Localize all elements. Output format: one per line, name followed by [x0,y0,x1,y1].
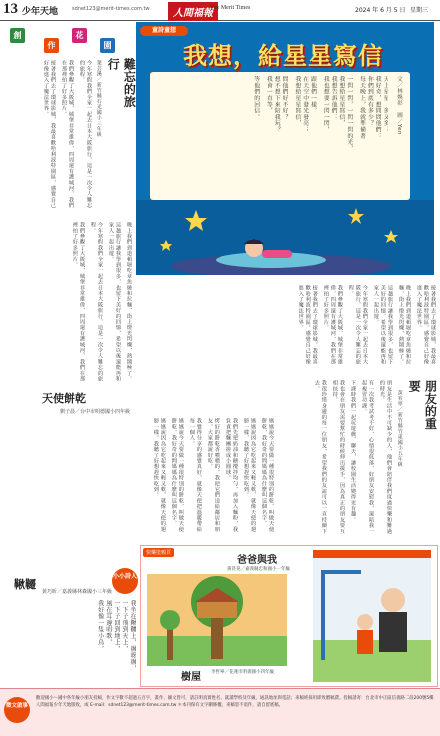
poem-line: 一下子飛到天上， [120,600,128,652]
poem-line: 問他們好不好？ [281,76,288,121]
poem-line: 我好像一隻小鳥。 [96,600,104,652]
page-header [0,0,440,21]
story-body-travel-upper [10,60,92,210]
issue-weekday: 星期三 [410,7,429,14]
paragraph: 我也會在朋友需要幫忙的時候伸出援手，因為真正的朋友要互相扶持。 [331,380,345,534]
poem-line: 想不想下來陪我玩？ [273,76,280,133]
painting-author-dad-and-me: 黃甚晃／嘉義縣忠和國小一年級 [227,567,290,572]
poster-title: 我想，給星星寫信 [183,42,383,70]
poem-line: 一閃一閃，一閃一閃的光， [345,76,352,152]
story-author-travel: 葉芸溪／新竹縣石光國小三年級 [95,60,102,137]
banner-char-4: 園 [100,38,115,53]
dad-and-me-painting [313,550,431,682]
poem-line: 天上星星，多又多； [382,76,388,133]
paragraph: 晚上我們到道頓堀吃章魚燒和拉麵，街上燈光閃爍，熱鬧極了。 [126,222,132,382]
poem-title-swing: 鞦韆 [14,578,36,591]
banner-char-1: 創 [10,28,25,43]
submission-text: 歡迎國小～國中各年級小朋友投稿，作文字數不超過五百字，畫作、圖文皆可，請註明真實姓名、就讀學校及年級、通訊地址與電話；來稿經採用即致贈稿費。投稿請寄：台北市中正區信義路二段200號5樓 人間福報少年天地版收，或 E-mail：sdnet123@merit-times.com.tw ＊本刊保有文字刪修權，來稿恕不退件，請自留底稿。 [36,696,434,708]
poster-illustration [136,200,434,275]
paragraph: 下課時我們一起玩遊戲、聊天，讓校園生活變得更有趣。 [349,380,356,523]
poem-line: 你們到底有多少？ [366,76,373,127]
paragraph: 這趟旅行讓我學到很多，也留下美好的回憶，希望以後還能再和家人一起出遊。 [107,222,121,382]
poem-line: 風在耳邊唱歌， [104,600,112,646]
paragraph: 媽媽說今天要做一種很特別的餅乾，叫做天使餅乾，我好奇的問媽媽為什麼叫這個名字。 [170,418,184,532]
story-title-travel: 難忘的旅行 [106,58,137,108]
poster-badge: 童詩童想 [140,26,188,36]
drawing-badge: 快樂塗鴉頁 [143,548,174,557]
site-url[interactable]: sdnet123@merit-times.com.tw [72,6,150,12]
paragraph: 媽媽說因為它吃起來又輕又軟，就像天使的翅膀一樣，我聽了好想趕快吃到。 [152,418,166,532]
paragraph: 我很珍惜身邊的每一位朋友，希望我們的友誼可以一直持續下去。 [313,380,327,534]
poem-line: 跟他們一樣， [309,76,316,114]
paragraph: 接著我們去了環球影城，我最喜歡哈利波特園區，感覺自己好像進入了魔法世界。 [415,285,436,365]
painting-title-treehouse: 樹屋 [181,672,201,683]
story-body-friends [280,380,392,535]
paragraph: 我們先把奶油和糖攪拌均勻，再加入麵粉，我負責把麵團搓成小圓球。 [224,418,238,532]
paragraph: 媽媽說因為它吃起來又輕又軟，就像天使的翅膀一樣，我聽了好想趕快吃到。 [242,418,256,532]
submission-badge: 徵文啟事 [4,697,30,723]
paragraph: 今年寒假我們全家一起去日本大阪旅行，這是一次令人難忘的旅程。 [347,285,368,365]
poem-line: 我想給星星寫信， [337,76,344,127]
story-author-friends: 黃宥寧／新竹縣竹東國小五年級 [396,390,403,467]
poem-poster [136,22,434,275]
newspaper-logo-english: The Merit Times [210,5,251,11]
little-poet-badge: 小小詩人 [112,568,138,594]
paragraph: 這趟旅行讓我學到很多，也留下美好的回憶，希望以後還能再和家人一起出遊。 [372,285,393,365]
painting-author-treehouse: 李哲寧／花蓮市明義國小四年級 [211,670,274,675]
poem-author-swing: 黃巧昕／嘉義縣林森國小三年級 [42,589,113,595]
issue-date: 2024 年 6 月 5 日 [355,7,406,14]
painting-title-dad-and-me: 爸爸與我 [237,555,277,566]
poem-line: 在天空中發光發亮； [301,76,308,133]
paragraph: 我們參觀了大阪城，城堡非常雄偉，四周還有護城河，我們在那裡拍了好多照片。 [60,60,74,209]
paragraph: 媽媽說今天要做一種很特別的餅乾，叫做天使餅乾，我好奇的問媽媽為什麼叫這個名字。 [260,418,274,532]
poem-line: 一下子回到地上， [112,600,120,652]
banner-char-3: 花 [72,28,87,43]
treehouse-painting [147,574,287,666]
section-title: 少年天地 [22,7,59,17]
story-title-angel-cookies: 天使餅乾 [42,392,86,405]
paragraph: 有一次我考試考不好，心情很低落，好朋友安慰我，還陪我一起複習功課。 [360,380,374,534]
story-author-angel-cookies: 劉子晨／台中市明德國小四年級 [60,409,131,415]
paragraph: 我們參觀了大阪城，城堡非常雄偉，四周還有護城河，我們在那裡拍了好多照片。 [322,285,343,365]
paragraph: 今年寒假我們全家一起去日本大阪旅行，這是一次令人難忘的旅程。 [89,222,103,382]
paragraph: 接著我們去了環球影城，我最喜歡哈利波特園區，感覺自己好像進入了魔法世界。 [42,60,56,209]
poem-line: 我會一直等， [265,76,272,114]
poem-line: 我想給星星寫信， [293,76,300,127]
poem-line: 每天晚上，我就準備著 [358,76,365,139]
poem-text [160,76,388,196]
page-number: 13 [3,1,18,17]
poem-author: 文／林煥彰 圖／Yen [396,76,402,135]
paragraph: 朋友是生活中不可缺少的人，他們會陪伴我們度過快樂和難過的時光。 [378,380,392,534]
paragraph: 我們參觀了大阪城，城堡非常雄偉，四周還有護城河，我們在那裡拍了好多照片。 [71,222,85,382]
kids-drawing-section [140,545,438,687]
poem-line: 等他們的回信。 [252,76,259,121]
poem-line: 我好奇，想問問他們： [374,76,381,139]
paragraph: 接著我們去了環球影城，我最喜歡哈利波特園區，感覺自己好像進入了魔法世界。 [297,285,318,365]
newspaper-logo: 人間福報 [168,2,218,21]
story-body-travel-lower [10,222,132,382]
banner-char-2: 作 [44,38,59,53]
story-title-friends: 朋友的重要 [407,380,438,430]
paragraph: 我覺得分享的感覺真好，就像天使把溫暖帶給每一個人。 [188,418,202,532]
poem-panel [150,72,410,200]
poem-line: 我想告訴他們： [330,76,337,121]
paragraph: 晚上我們到道頓堀吃章魚燒和拉麵，街上燈光閃爍，熱鬧極了。 [397,285,411,365]
story-body-travel-continued [140,285,436,370]
story-body-angel-cookies [6,418,274,533]
creative-garden-banner [8,26,120,54]
paragraph: 烤好的餅乾香噴噴的，我把它們送給鄰居和朋友，大家都說好吃。 [206,418,220,532]
submission-notice [0,688,440,736]
poem-line: 我也想要一閃一閃， [322,76,329,133]
paragraph: 今年寒假我們全家一起去日本大阪旅行，這是一次令人難忘的旅程。 [78,60,92,209]
poem-line: 我坐在鞦韆上，盪呀盪， [129,600,136,672]
poem-body-swing [8,600,136,680]
